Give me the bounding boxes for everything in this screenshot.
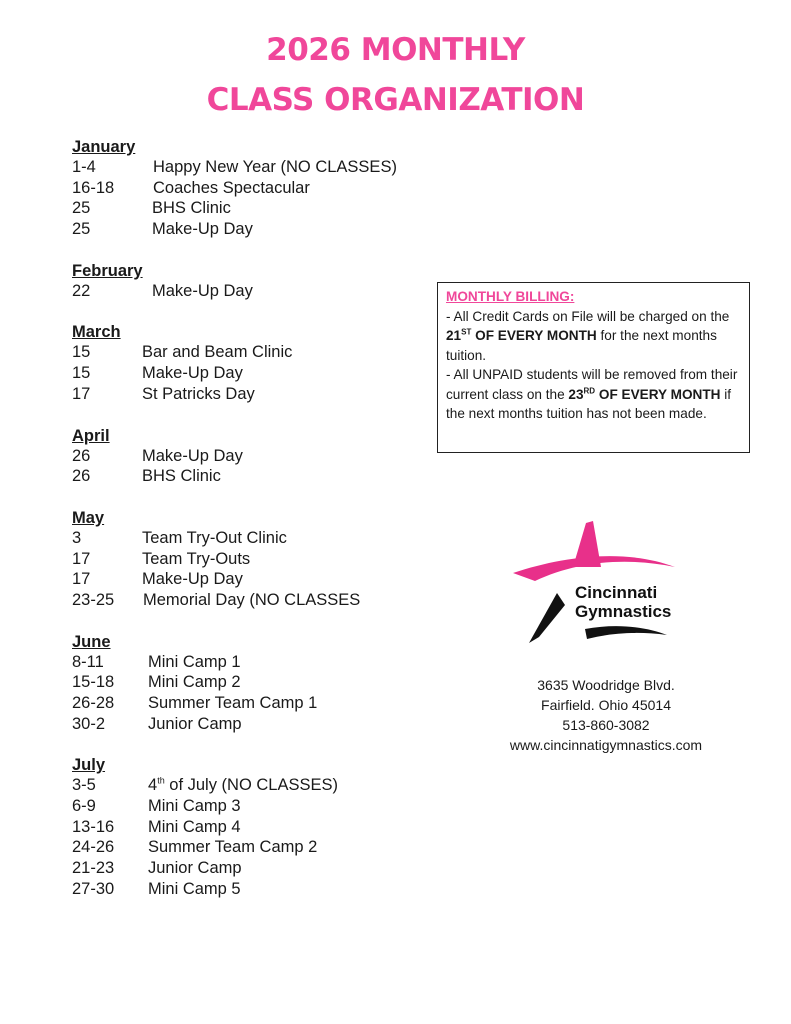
event-label: Make-Up Day [152, 281, 253, 300]
month-heading: April [72, 426, 110, 445]
month-july [72, 755, 452, 899]
event-label: Team Try-Out Clinic [142, 528, 287, 547]
month-heading: July [72, 756, 106, 775]
event-date: 25 [72, 199, 91, 218]
logo-swoosh [513, 556, 675, 581]
cincinnati-gymnastics-logo [507, 519, 707, 659]
event-label: Bar and Beam Clinic [142, 343, 293, 362]
event-label: Mini Camp 5 [148, 879, 241, 898]
page-title-line-1: 2026 MONTHLY [266, 32, 525, 68]
event-date: 17 [72, 384, 91, 403]
month-heading: March [72, 323, 121, 342]
schedule [72, 137, 452, 921]
event-label: BHS Clinic [142, 467, 221, 486]
event-row [72, 178, 452, 199]
event-row [72, 817, 452, 838]
event-label: Summer Team Camp 2 [148, 838, 318, 857]
event-row [72, 796, 452, 817]
event-date: 26 [72, 467, 91, 486]
event-date: 8-11 [72, 652, 104, 671]
website-link[interactable]: www.cincinnatigymnastics.com [509, 737, 703, 753]
logo-text-line-2: Gymnastics [575, 602, 672, 621]
event-label: Team Try-Outs [142, 549, 251, 568]
event-row [72, 590, 452, 611]
event-label: BHS Clinic [152, 199, 231, 218]
address-street: 3635 Woodridge Blvd. [537, 677, 675, 693]
logo-star-leg-right [585, 626, 667, 639]
event-row [72, 363, 452, 384]
event-date: 15-18 [72, 673, 115, 692]
event-row [72, 652, 452, 673]
month-january [72, 137, 452, 240]
event-label: Make-Up Day [142, 446, 243, 465]
event-label: Coaches Spectacular [153, 178, 310, 197]
event-row [72, 714, 452, 735]
event-row [72, 775, 452, 796]
event-date: 3-5 [72, 776, 96, 795]
event-row [72, 198, 452, 219]
event-row [72, 157, 452, 178]
event-date: 3 [72, 528, 82, 547]
event-label: Junior Camp [148, 859, 242, 878]
event-date: 23-25 [72, 590, 115, 609]
address-city: Fairfield. Ohio 45014 [541, 697, 671, 713]
event-date: 17 [72, 549, 91, 568]
event-label: Summer Team Camp 1 [148, 694, 318, 712]
event-date: 27-30 [72, 879, 115, 898]
month-heading: June [72, 632, 111, 651]
event-row [72, 219, 452, 240]
event-label: Mini Camp 2 [148, 673, 241, 692]
logo-star-leg-left [529, 593, 565, 643]
event-row [72, 569, 452, 590]
event-label: Mini Camp 1 [148, 652, 241, 671]
event-date: 21-23 [72, 859, 115, 878]
event-label: Mini Camp 4 [148, 817, 241, 836]
event-label: St Patricks Day [142, 384, 255, 403]
event-date: 25 [72, 220, 91, 239]
event-date: 16-18 [72, 178, 115, 197]
event-row [72, 446, 452, 467]
event-row [72, 281, 452, 302]
page-title-line-2: CLASS ORGANIZATION [206, 82, 585, 118]
event-label: 4th of July (NO CLASSES) [148, 775, 339, 795]
event-row [72, 342, 452, 363]
event-date: 17 [72, 570, 91, 589]
billing-notice [437, 282, 750, 453]
billing-paragraph-1: - All Credit Cards on File will be charged on the 21ST OF EVERY MONTH for the next months tuition. [446, 308, 730, 363]
event-date: 30-2 [72, 714, 106, 733]
event-row [72, 879, 452, 900]
event-row [72, 528, 452, 549]
month-heading: February [72, 261, 143, 280]
event-date: 24-26 [72, 838, 115, 857]
event-date: 22 [72, 281, 91, 300]
month-april [72, 426, 452, 487]
month-february [72, 261, 452, 302]
event-label: Make-Up Day [152, 220, 253, 239]
event-row [72, 693, 452, 714]
event-date: 15 [72, 343, 91, 362]
event-label: Happy New Year (NO CLASSES) [153, 158, 397, 176]
event-label: Junior Camp [148, 714, 242, 733]
month-june [72, 632, 452, 735]
contact-info [487, 675, 725, 755]
month-heading: January [72, 138, 136, 156]
billing-heading: MONTHLY BILLING: [446, 289, 575, 304]
event-row [72, 384, 452, 405]
event-date: 13-16 [72, 817, 115, 836]
event-row [72, 549, 452, 570]
event-row [72, 672, 452, 693]
event-date: 15 [72, 364, 91, 383]
month-heading: May [72, 508, 105, 527]
event-date: 6-9 [72, 797, 96, 816]
phone-number: 513-860-3082 [562, 717, 650, 733]
event-date: 26 [72, 446, 91, 465]
month-march [72, 322, 452, 404]
billing-paragraph-2: - All UNPAID students will be removed from their current class on the 23RD OF EVERY MONTH if the next months tuition has not been made. [446, 367, 738, 421]
month-may [72, 508, 452, 611]
logo-text-line-1: Cincinnati [575, 583, 658, 602]
event-date: 26-28 [72, 694, 115, 712]
event-row [72, 466, 452, 487]
event-label: Make-Up Day [142, 570, 243, 589]
event-label: Memorial Day (NO CLASSES [143, 590, 361, 609]
event-row [72, 837, 452, 858]
event-row [72, 858, 452, 879]
event-date: 1-4 [72, 158, 96, 176]
event-label: Mini Camp 3 [148, 797, 241, 816]
event-label: Make-Up Day [142, 364, 243, 383]
